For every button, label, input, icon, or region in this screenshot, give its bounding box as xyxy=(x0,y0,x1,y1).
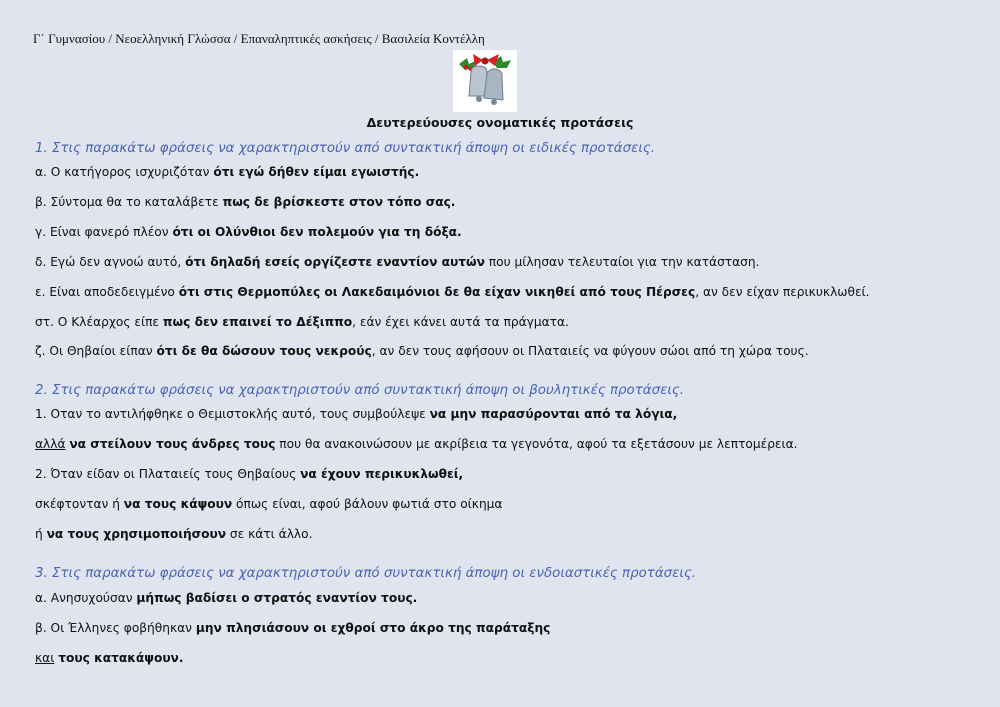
sentence-text: που μίλησαν τελευταίοι για την κατάσταση. xyxy=(484,255,760,269)
sentence-text: , εάν έχει κάνει αυτά τα πράγματα. xyxy=(352,315,569,329)
sentence-1b xyxy=(35,195,455,209)
sentence-text: , αν δεν τους αφήσουν οι Πλαταιείς να φύγουν σώοι από τη χώρα τους. xyxy=(371,344,809,358)
sentence-1c xyxy=(35,225,462,239)
clause-bold: να μην παρασύρονται από τα λόγια xyxy=(429,407,673,421)
sentence-text: 1. Οταν το αντιλήφθηκε ο Θεμιστοκλής αυτό, τους συμβούλεψε xyxy=(35,407,430,421)
conjunction-underlined: αλλά xyxy=(35,437,66,451)
clause-bold: να έχουν περικυκλωθεί, xyxy=(300,467,464,481)
sentence-text: 2. Όταν είδαν οι Πλαταιείς τους Θηβαίους xyxy=(35,467,301,481)
sentence-1g xyxy=(35,344,809,358)
sentence-3a xyxy=(35,591,417,605)
sentence-text: ή xyxy=(35,527,47,541)
sentence-3c xyxy=(35,651,184,665)
clause-bold: ότι δηλαδή εσείς οργίζεστε εναντίον αυτών xyxy=(185,255,485,269)
clause-bold: να τους χρησιμοποιήσουν xyxy=(46,527,227,541)
sentence-text: δ. Εγώ δεν αγνοώ αυτό, xyxy=(35,255,186,269)
clause-bold: ότι στις Θερμοπύλες οι Λακεδαιμόνιοι δε θα είχαν νικηθεί από τους Πέρσες xyxy=(178,285,696,299)
sentence-2-line1 xyxy=(35,407,677,421)
sentence-text: όπως είναι, αφού βάλουν φωτιά στο οίκημα xyxy=(232,497,503,511)
christmas-bells-icon xyxy=(453,50,517,112)
clause-bold: πως δε βρίσκεστε στον τόπο σας. xyxy=(222,195,456,209)
section-2-heading: 2. Στις παρακάτω φράσεις να χαρακτηριστούν από συντακτική άποψη οι βουλητικές προτάσεις. xyxy=(35,383,684,398)
sentence-text: β. Σύντομα θα το καταλάβετε xyxy=(35,195,223,209)
clause-bold: ότι δε θα δώσουν τους νεκρούς xyxy=(156,344,372,358)
clause-bold: ότι εγώ δήθεν είμαι εγωιστής. xyxy=(213,165,420,179)
sentence-text: ε. Είναι αποδεδειγμένο xyxy=(35,285,179,299)
sentence-2-line2 xyxy=(35,437,798,451)
clause-bold: τους κατακάψουν. xyxy=(58,651,184,665)
page-header: Γ΄ Γυμνασίου / Νεοελληνική Γλώσσα / Επαναληπτικές ασκήσεις / Βασιλεία Κοντέλλη xyxy=(33,31,485,46)
clause-bold: ότι οι Ολύνθιοι δεν πολεμούν για τη δόξα. xyxy=(172,225,462,239)
sentence-text: , αν δεν είχαν περικυκλωθεί. xyxy=(695,285,870,299)
document-title: Δευτερεύουσες ονοματικές προτάσεις xyxy=(366,115,634,130)
sentence-1e xyxy=(35,285,870,299)
sentence-text: β. Οι Έλληνες φοβήθηκαν xyxy=(35,621,196,635)
sentence-1d xyxy=(35,255,760,269)
section-1-heading: 1. Στις παρακάτω φράσεις να χαρακτηριστούν από συντακτική άποψη οι ειδικές προτάσεις. xyxy=(35,141,655,156)
sentence-2-line5 xyxy=(35,527,312,541)
sentence-text: που θα ανακοινώσουν με ακρίβεια τα γεγονότα, αφού τα εξετάσουν με λεπτομέρεια. xyxy=(275,437,798,451)
sentence-text: γ. Είναι φανερό πλέον xyxy=(35,225,173,239)
clause-bold: μήπως βαδίσει ο στρατός εναντίον τους. xyxy=(136,591,418,605)
conjunction-underlined: και xyxy=(35,651,55,665)
clause-bold: πως δεν επαινεί το Δέξιππο xyxy=(162,315,353,329)
clause-bold: μην πλησιάσουν οι εχθροί στο άκρο της παράταξης xyxy=(195,621,551,635)
sentence-text: σε κάτι άλλο. xyxy=(226,527,313,541)
section-3-heading: 3. Στις παρακάτω φράσεις να χαρακτηριστούν από συντακτική άποψη οι ενδοιαστικές προτάσεις. xyxy=(35,566,697,581)
clause-bold: να τους κάψουν xyxy=(123,497,233,511)
clause-bold: να στείλουν τους άνδρες τους xyxy=(69,437,276,451)
sentence-3b xyxy=(35,621,550,635)
sentence-text: στ. Ο Κλέαρχος είπε xyxy=(35,315,163,329)
sentence-text: ζ. Οι Θηβαίοι είπαν xyxy=(35,344,157,358)
sentence-1f xyxy=(35,315,569,329)
sentence-2-line4 xyxy=(35,497,502,511)
sentence-text: σκέφτονταν ή xyxy=(35,497,124,511)
sentence-text: α. Ανησυχούσαν xyxy=(35,591,137,605)
sentence-1a xyxy=(35,165,419,179)
sentence-text: α. Ο κατήγορος ισχυριζόταν xyxy=(35,165,214,179)
sentence-2-line3 xyxy=(35,467,463,481)
clause-bold: , xyxy=(672,407,678,421)
